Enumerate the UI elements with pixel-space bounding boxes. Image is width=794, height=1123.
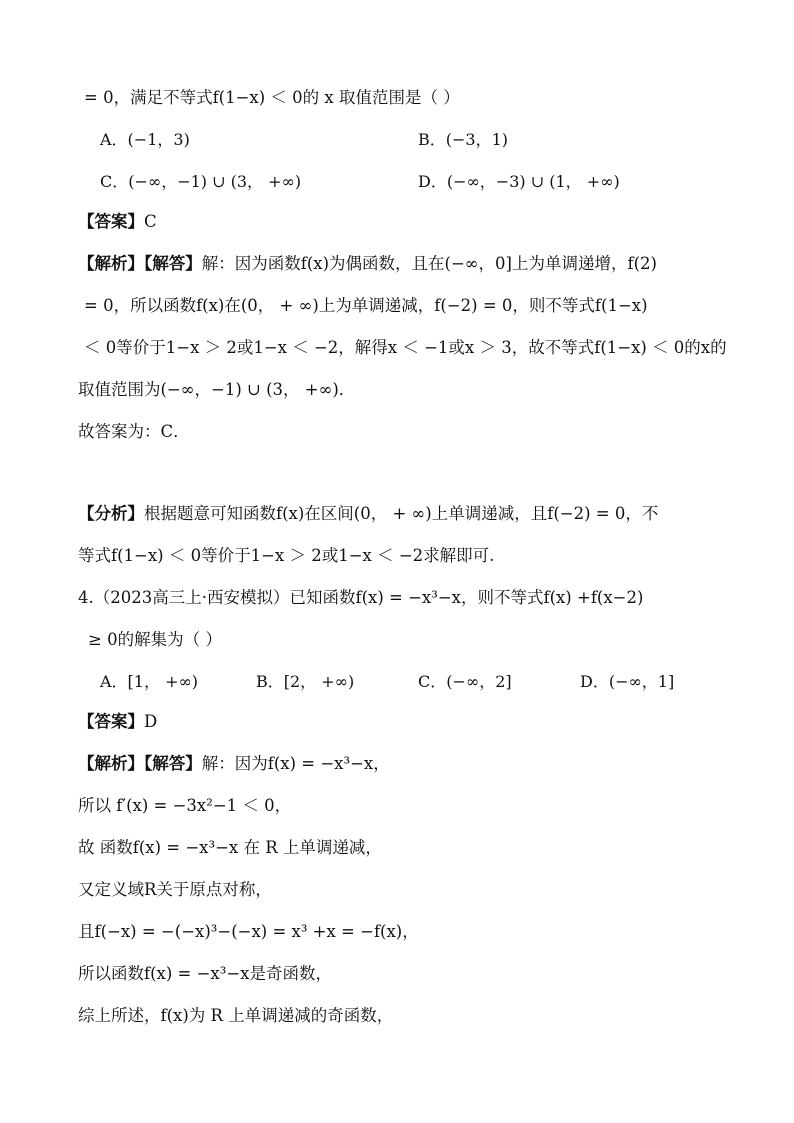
fenxi-label: 【分析】 xyxy=(78,504,144,523)
q4-analysis-line-7: 综上所述，f(x)为 R 上单调递减的奇函数， xyxy=(78,1006,394,1025)
answer-value: C xyxy=(144,212,157,231)
q4-analysis-line-5: 且f(−x) = −(−x)³−(−x) = x³ +x = −f(x)， xyxy=(78,922,419,941)
analysis-label: 【解析】【解答】 xyxy=(78,254,202,273)
q4-option-d: D．(−∞，1] xyxy=(580,672,675,691)
q3-analysis-line-3: ＜ 0等价于1−x ＞ 2或1−x ＜ −2，解得x ＜ −1或x ＞ 3，故不等式f(1−x) ＜ 0的x的 xyxy=(84,338,727,357)
q3-option-a: A．(−1，3) xyxy=(100,130,190,149)
q3-option-b: B．(−3，1) xyxy=(418,130,509,149)
answer-value: D xyxy=(144,712,158,731)
q4-option-c: C．(−∞，2] xyxy=(418,672,512,691)
q3-analysis-line-1 xyxy=(78,252,754,276)
q4-stem-line-2: ≥ 0的解集为（ ） xyxy=(88,630,222,649)
q3-stem-tail: = 0，满足不等式f(1−x) ＜ 0的 x 取值范围是（ ） xyxy=(84,88,460,107)
q4-analysis-line-1 xyxy=(78,752,754,776)
q3-answer xyxy=(78,210,754,234)
q3-analysis-line-2: = 0，所以函数f(x)在(0， + ∞)上为单调递减，f(−2) = 0，则不等式f(1−x) xyxy=(84,296,648,315)
answer-label: 【答案】 xyxy=(78,712,144,731)
q3-option-d: D．(−∞，−3) ∪ (1， +∞) xyxy=(418,172,620,191)
q4-analysis-line-6: 所以函数f(x) = −x³−x是奇函数， xyxy=(78,964,332,983)
q3-option-c: C．(−∞，−1) ∪ (3， +∞) xyxy=(100,172,302,191)
q4-analysis-line-4: 又定义域R关于原点对称， xyxy=(78,880,272,899)
q4-option-b: B．[2， +∞) xyxy=(256,672,355,691)
q4-option-a: A．[1， +∞) xyxy=(100,672,199,691)
answer-label: 【答案】 xyxy=(78,212,144,231)
analysis-label: 【解析】【解答】 xyxy=(78,754,202,773)
q3-analysis-line-4: 取值范围为(−∞，−1) ∪ (3， +∞)． xyxy=(78,380,356,399)
q4-stem-line-1: 4.（2023高三上·西安模拟）已知函数f(x) = −x³−x，则不等式f(x) +f(x−2) xyxy=(78,588,644,607)
fenxi-text: 根据题意可知函数f(x)在区间(0， + ∞)上单调递减，且f(−2) = 0，不 xyxy=(144,504,659,523)
q3-fenxi-line-1 xyxy=(78,502,754,526)
q4-answer xyxy=(78,710,754,734)
analysis-text: 解：因为函数f(x)为偶函数，且在(−∞，0]上为单调递增，f(2) xyxy=(201,254,657,273)
q4-analysis-line-3: 故 函数f(x) = −x³−x 在 R 上单调递减， xyxy=(78,838,382,857)
q3-fenxi-line-2: 等式f(1−x) ＜ 0等价于1−x ＞ 2或1−x ＜ −2求解即可. xyxy=(78,546,495,565)
q3-analysis-line-5: 故答案为：C． xyxy=(78,422,190,441)
q4-analysis-line-2: 所以 f′(x) = −3x²−1 ＜ 0， xyxy=(78,796,292,815)
analysis-text: 解：因为f(x) = −x³−x， xyxy=(201,754,390,773)
